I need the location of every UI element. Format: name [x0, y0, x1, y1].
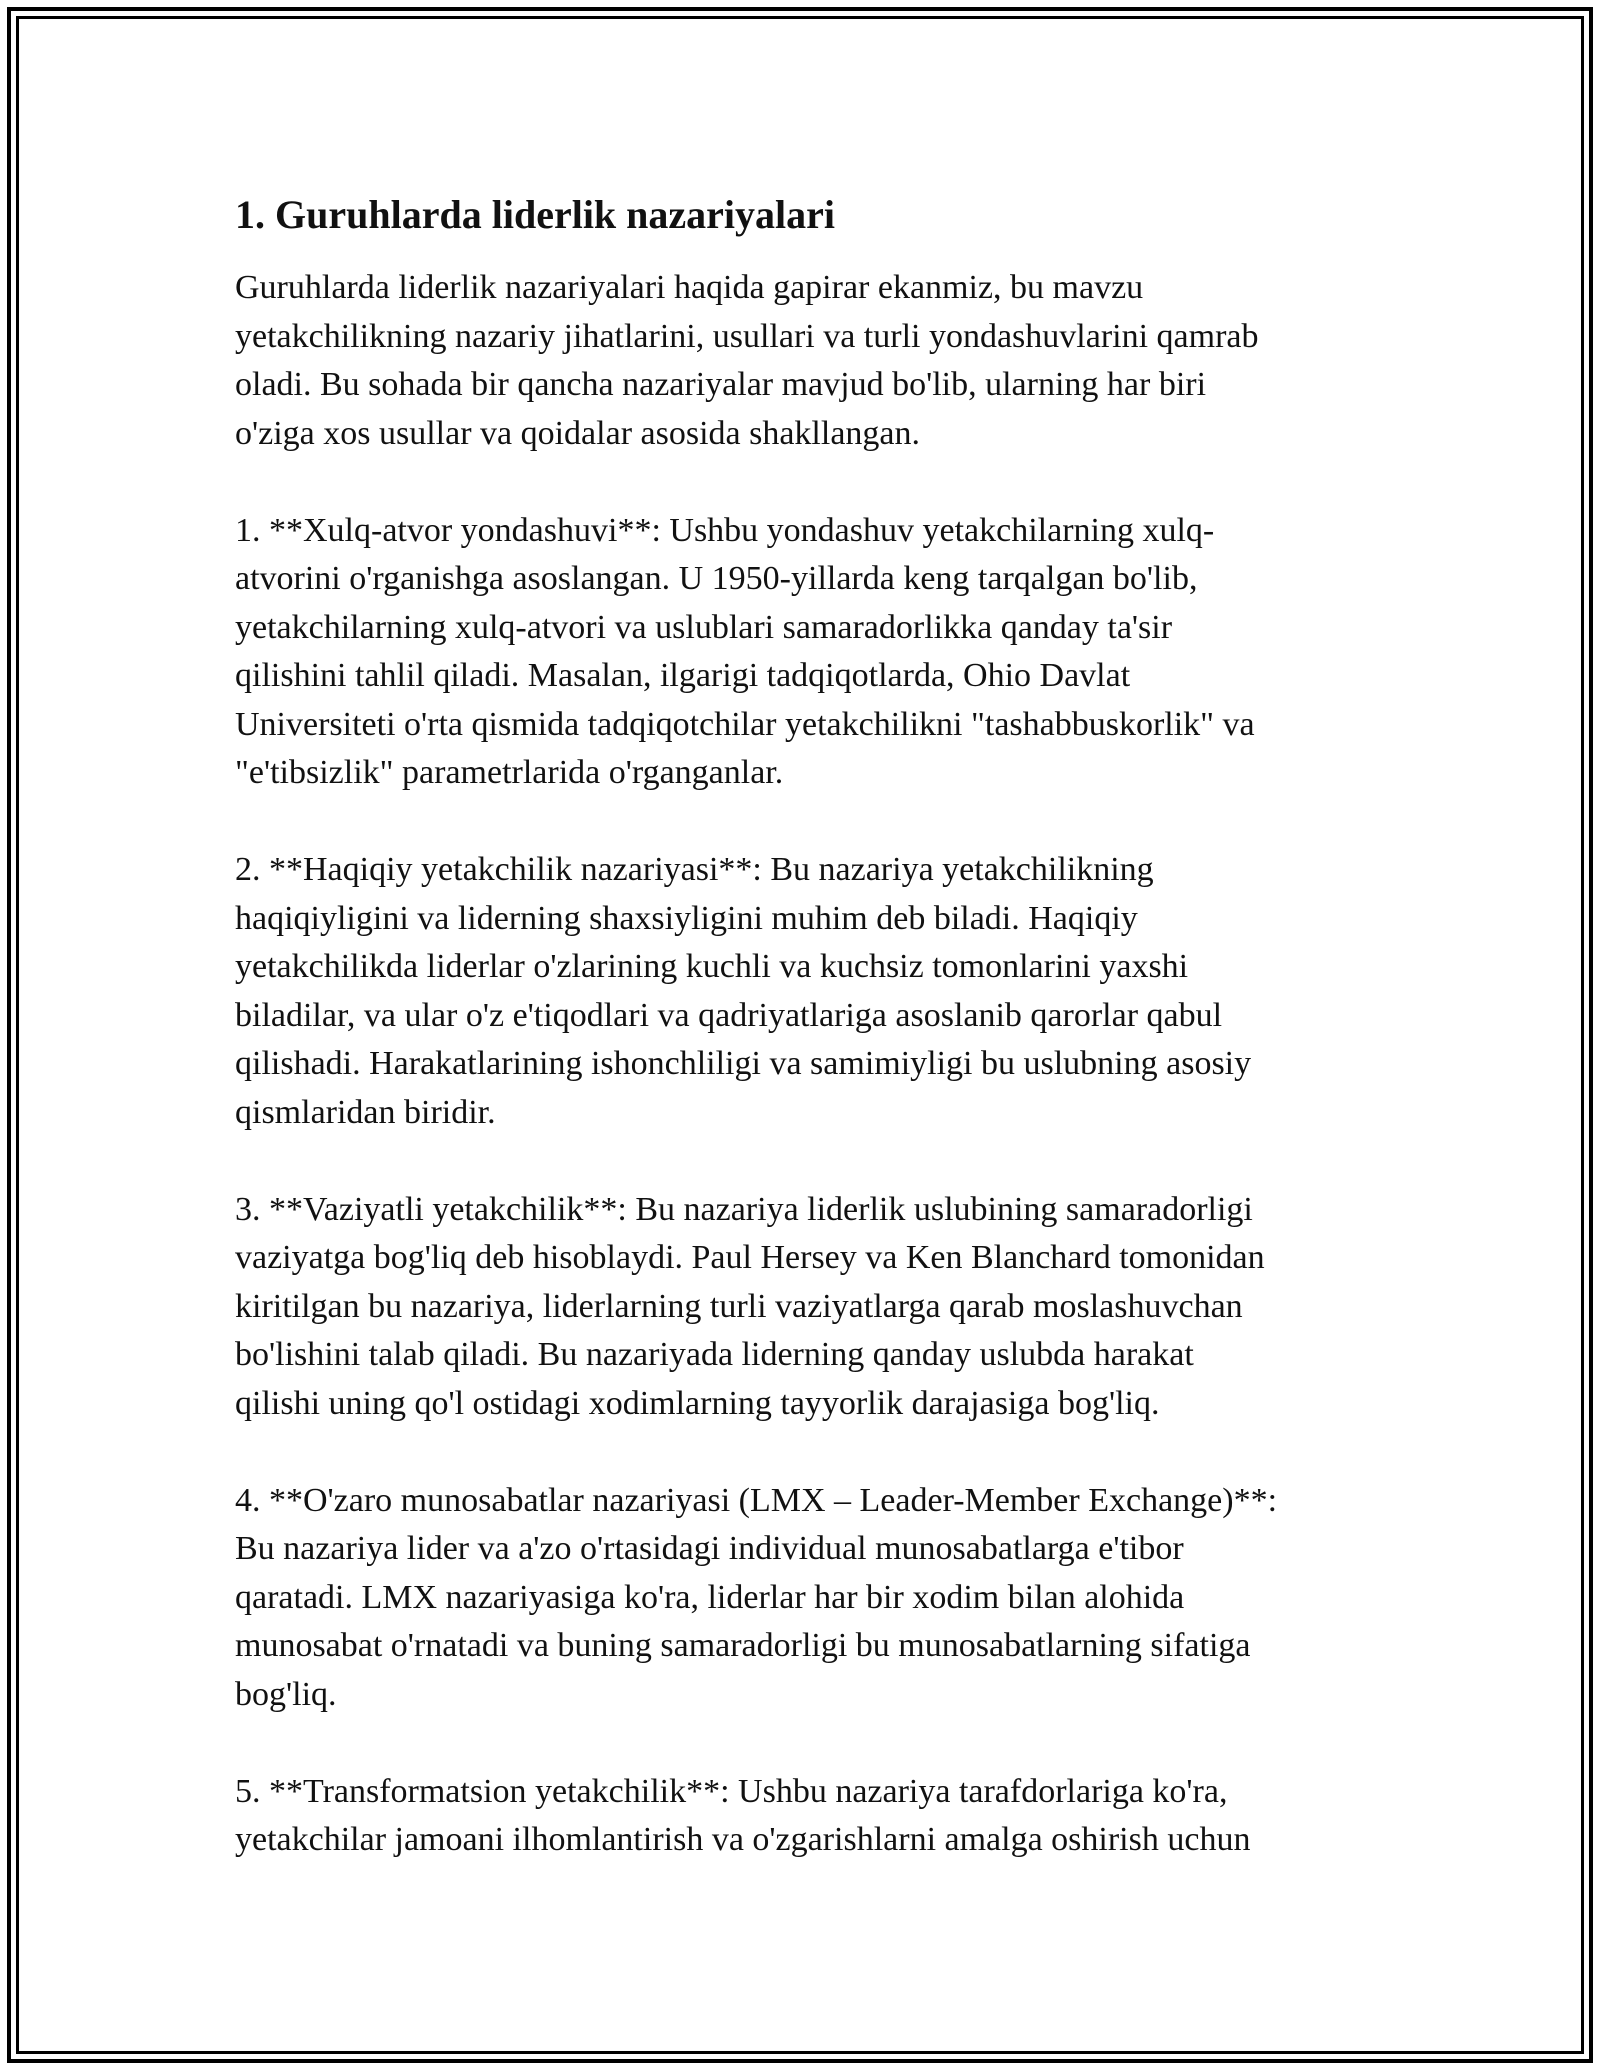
text-line: bo'lishini talab qiladi. Bu nazariyada liderning qanday uslubda harakat [235, 1336, 1194, 1373]
theory-paragraph-authentic [235, 846, 1375, 1137]
text-line: oladi. Bu sohada bir qancha nazariyalar mavjud bo'lib, ularning har biri [235, 366, 1207, 403]
text-line: 2. **Haqiqiy yetakchilik nazariyasi**: Bu nazariya yetakchilikning [235, 851, 1154, 888]
text-line: qismlaridan biridir. [235, 1093, 496, 1131]
text-line: 1. **Xulq-atvor yondashuvi**: Ushbu yondashuv yetakchilarning xulq- [235, 511, 1215, 549]
text-line: biladilar, va ular o'z e'tiqodlari va qadriyatlariga asoslanib qarorlar qabul [235, 996, 1223, 1034]
theory-paragraph-lmx [235, 1477, 1375, 1720]
text-line: 4. **O'zaro munosabatlar nazariyasi (LMX – Leader-Member Exchange)**: [235, 1481, 1278, 1519]
text-line: "e'tibsizlik" parametrlarida o'rganganlar. [235, 754, 784, 791]
text-line: yetakchilar jamoani ilhomlantirish va o'zgarishlarni amalga oshirish uchun [235, 1821, 1251, 1858]
intro-paragraph [235, 264, 1375, 458]
text-line: atvorini o'rganishga asoslangan. U 1950-yillarda keng tarqalgan bo'lib, [235, 560, 1198, 597]
text-line: qilishadi. Harakatlarining ishonchliligi va samimiyligi bu uslubning asosiy [235, 1045, 1252, 1082]
text-line: haqiqiyligini va liderning shaxsiyligini muhim deb biladi. Haqiqiy [235, 899, 1138, 937]
theory-paragraph-behavioral [235, 507, 1375, 798]
document-title: 1. Guruhlarda liderlik nazariyalari [235, 192, 836, 237]
text-line: qilishi uning qo'l ostidagi xodimlarning tayyorlik darajasiga bog'liq. [235, 1384, 1160, 1422]
text-line: qilishini tahlil qiladi. Masalan, ilgarigi tadqiqotlarda, Ohio Davlat [235, 657, 1131, 694]
text-line: munosabat o'rnatadi va buning samaradorligi bu munosabatlarning sifatiga [235, 1627, 1251, 1664]
text-line: kiritilgan bu nazariya, liderlarning turli vaziyatlarga qarab moslashuvchan [235, 1287, 1243, 1325]
text-line: vaziyatga bog'liq deb hisoblaydi. Paul Hersey va Ken Blanchard tomonidan [235, 1239, 1265, 1276]
text-line: Bu nazariya lider va a'zo o'rtasidagi individual munosabatlarga e'tibor [235, 1530, 1184, 1567]
document-body [235, 180, 1375, 1913]
text-line: qaratadi. LMX nazariyasiga ko'ra, liderlar har bir xodim bilan alohida [235, 1578, 1185, 1616]
text-line: 5. **Transformatsion yetakchilik**: Ushbu nazariya tarafdorlariga ko'ra, [235, 1772, 1228, 1810]
text-line: 3. **Vaziyatli yetakchilik**: Bu nazariya liderlik uslubining samaradorligi [235, 1190, 1253, 1228]
theory-paragraph-transformational [235, 1768, 1375, 1865]
text-line: o'ziga xos usullar va qoidalar asosida shakllangan. [235, 414, 920, 452]
text-line: bog'liq. [235, 1675, 337, 1713]
text-line: Universiteti o'rta qismida tadqiqotchilar yetakchilikni "tashabbuskorlik" va [235, 705, 1255, 743]
text-line: yetakchilikning nazariy jihatlarini, usullari va turli yondashuvlarini qamrab [235, 317, 1259, 355]
text-line: yetakchilikda liderlar o'zlarining kuchli va kuchsiz tomonlarini yaxshi [235, 948, 1189, 985]
theory-paragraph-situational [235, 1186, 1375, 1429]
text-line: Guruhlarda liderlik nazariyalari haqida gapirar ekanmiz, bu mavzu [235, 269, 1144, 306]
text-line: yetakchilarning xulq-atvori va uslublari samaradorlikka qanday ta'sir [235, 608, 1173, 646]
